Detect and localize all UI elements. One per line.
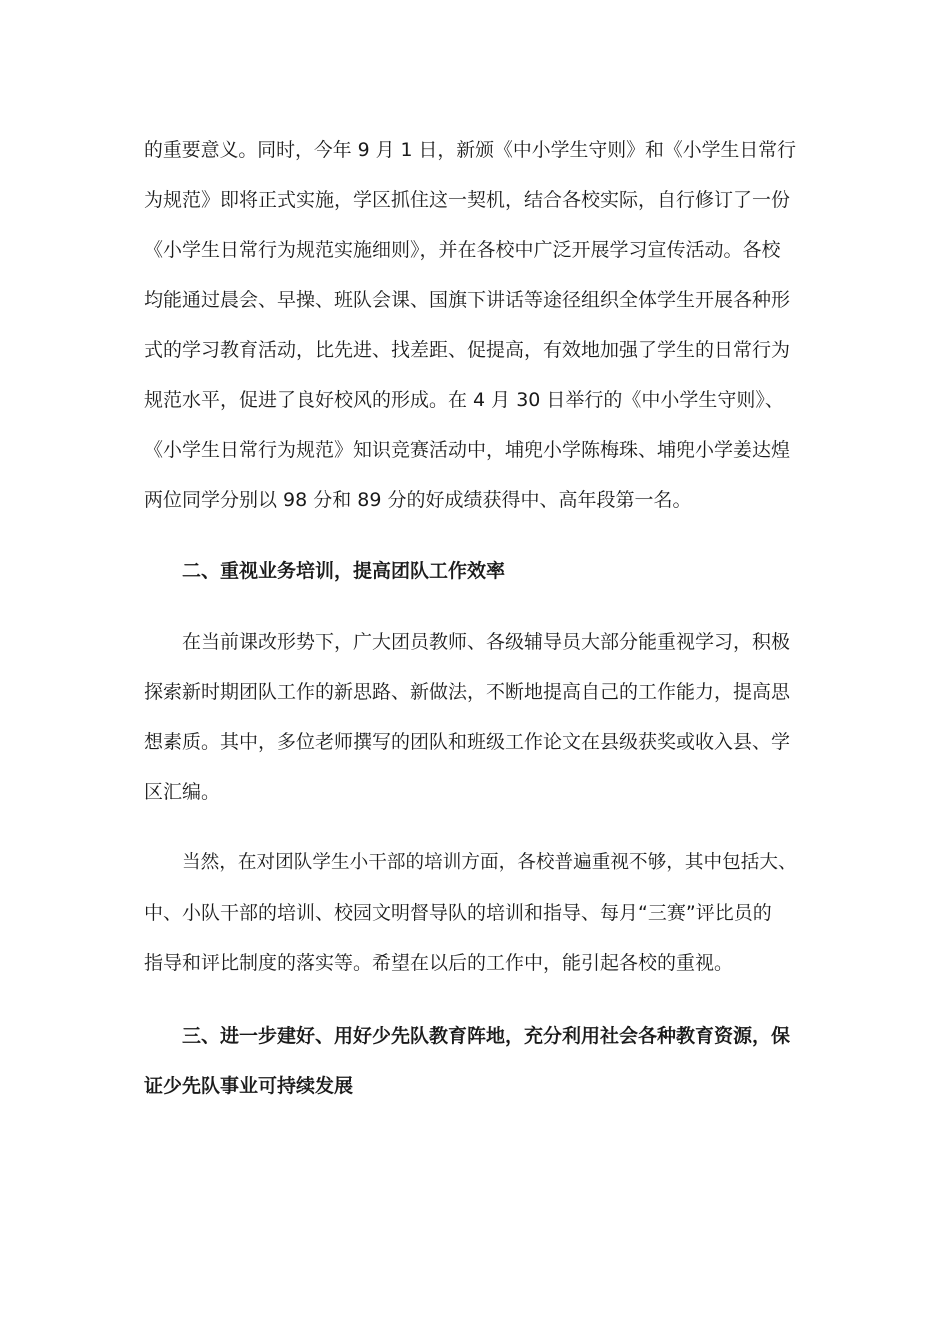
text-line: 《小学生日常行为规范实施细则》，并在各校中广泛开展学习宣传活动。各校 — [144, 239, 781, 261]
heading-line: 证少先队事业可持续发展 — [144, 1075, 354, 1097]
text-line: 想素质。其中，多位老师撰写的团队和班级工作论文在县级获奖或收入县、学 — [144, 731, 791, 753]
text-line: 区汇编。 — [144, 781, 221, 803]
section-heading-two — [144, 546, 800, 596]
text-line: 的重要意义。同时，今年 9 月 1 日，新颁《中小学生守则》和《小学生日常行 — [144, 139, 797, 161]
text-line: 两位同学分别以 98 分和 89 分的好成绩获得中、高年段第一名。 — [144, 489, 692, 511]
text-line: 在当前课改形势下，广大团员教师、各级辅导员大部分能重视学习，积极 — [182, 631, 791, 653]
text-line: 规范水平，促进了良好校风的形成。在 4 月 30 日举行的《中小学生守则》、 — [144, 389, 784, 411]
paragraph-regulations — [144, 125, 800, 525]
paragraph-training — [144, 617, 800, 817]
text-line: 中、小队干部的培训、校园文明督导队的培训和指导、每月“三赛”评比员的 — [144, 902, 772, 924]
paragraph-cadre-training — [144, 838, 800, 988]
text-line: 探索新时期团队工作的新思路、新做法，不断地提高自己的工作能力，提高思 — [144, 681, 791, 703]
text-line: 为规范》即将正式实施，学区抓住这一契机，结合各校实际，自行修订了一份 — [144, 189, 791, 211]
section-heading-three — [144, 1011, 800, 1111]
heading-line: 三、进一步建好、用好少先队教育阵地，充分利用社会各种教育资源，保 — [182, 1025, 791, 1047]
text-line: 《小学生日常行为规范》知识竞赛活动中，埔兜小学陈梅珠、埔兜小学姜达煌 — [144, 439, 791, 461]
text-line: 均能通过晨会、早操、班队会课、国旗下讲话等途径组织全体学生开展各种形 — [144, 289, 791, 311]
text-line: 当然，在对团队学生小干部的培训方面，各校普遍重视不够，其中包括大、 — [182, 852, 797, 873]
text-line: 指导和评比制度的落实等。希望在以后的工作中，能引起各校的重视。 — [144, 952, 734, 974]
text-line: 式的学习教育活动，比先进、找差距、促提高，有效地加强了学生的日常行为 — [144, 339, 791, 361]
heading-line: 二、重视业务培训，提高团队工作效率 — [182, 560, 506, 582]
